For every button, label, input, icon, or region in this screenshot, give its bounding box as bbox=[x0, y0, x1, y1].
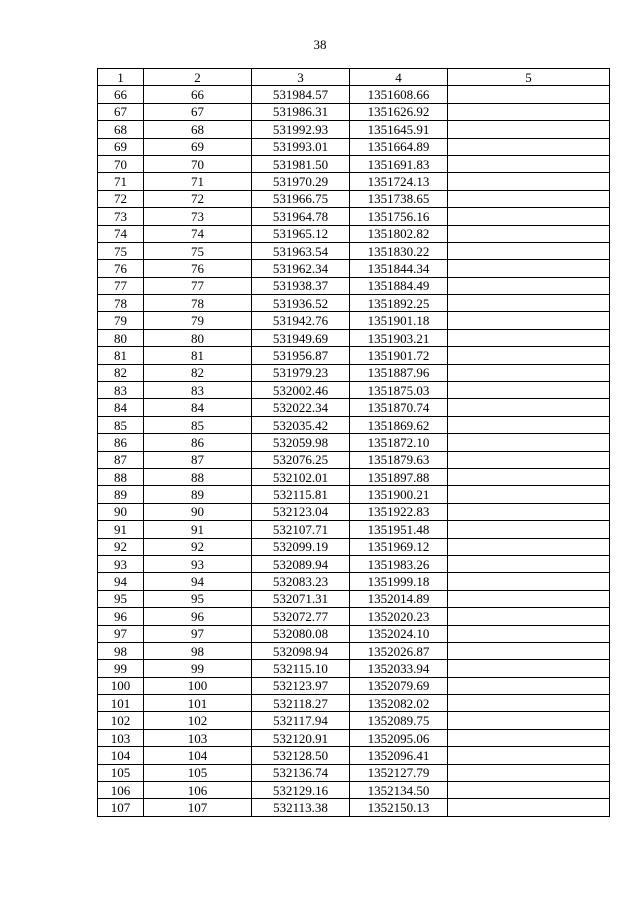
cell-index: 102 bbox=[144, 712, 252, 729]
table-row bbox=[98, 729, 610, 746]
cell-index: 92 bbox=[144, 538, 252, 555]
cell-point-number: 94 bbox=[98, 573, 144, 590]
cell-index: 79 bbox=[144, 312, 252, 329]
cell-note bbox=[448, 329, 610, 346]
table-row bbox=[98, 138, 610, 155]
cell-point-number: 69 bbox=[98, 138, 144, 155]
cell-note bbox=[448, 486, 610, 503]
table-row bbox=[98, 347, 610, 364]
cell-index: 74 bbox=[144, 225, 252, 242]
cell-x-coordinate: 531981.50 bbox=[252, 155, 350, 172]
cell-note bbox=[448, 695, 610, 712]
cell-x-coordinate: 531963.54 bbox=[252, 242, 350, 259]
table-row bbox=[98, 329, 610, 346]
cell-x-coordinate: 532118.27 bbox=[252, 695, 350, 712]
cell-index: 98 bbox=[144, 642, 252, 659]
cell-note bbox=[448, 555, 610, 572]
cell-point-number: 85 bbox=[98, 416, 144, 433]
cell-x-coordinate: 531956.87 bbox=[252, 347, 350, 364]
table-row bbox=[98, 590, 610, 607]
cell-index: 67 bbox=[144, 103, 252, 120]
cell-point-number: 103 bbox=[98, 729, 144, 746]
cell-index: 91 bbox=[144, 521, 252, 538]
cell-x-coordinate: 531942.76 bbox=[252, 312, 350, 329]
column-header-1: 1 bbox=[98, 69, 144, 86]
cell-y-coordinate: 1352150.13 bbox=[350, 799, 448, 816]
table-row bbox=[98, 521, 610, 538]
table-header-row bbox=[98, 69, 610, 86]
table-row bbox=[98, 677, 610, 694]
table-row bbox=[98, 747, 610, 764]
cell-point-number: 83 bbox=[98, 382, 144, 399]
cell-note bbox=[448, 399, 610, 416]
table-row bbox=[98, 364, 610, 381]
cell-note bbox=[448, 608, 610, 625]
cell-index: 97 bbox=[144, 625, 252, 642]
cell-y-coordinate: 1352020.23 bbox=[350, 608, 448, 625]
column-header-2: 2 bbox=[144, 69, 252, 86]
cell-x-coordinate: 531962.34 bbox=[252, 260, 350, 277]
cell-y-coordinate: 1351922.83 bbox=[350, 503, 448, 520]
cell-point-number: 87 bbox=[98, 451, 144, 468]
cell-point-number: 100 bbox=[98, 677, 144, 694]
cell-note bbox=[448, 347, 610, 364]
cell-y-coordinate: 1351897.88 bbox=[350, 468, 448, 485]
cell-x-coordinate: 531936.52 bbox=[252, 295, 350, 312]
cell-x-coordinate: 532136.74 bbox=[252, 764, 350, 781]
cell-y-coordinate: 1352079.69 bbox=[350, 677, 448, 694]
table-row bbox=[98, 660, 610, 677]
cell-point-number: 90 bbox=[98, 503, 144, 520]
cell-x-coordinate: 532115.10 bbox=[252, 660, 350, 677]
table-row bbox=[98, 573, 610, 590]
cell-note bbox=[448, 382, 610, 399]
cell-point-number: 96 bbox=[98, 608, 144, 625]
cell-note bbox=[448, 451, 610, 468]
cell-index: 83 bbox=[144, 382, 252, 399]
cell-point-number: 72 bbox=[98, 190, 144, 207]
table-row bbox=[98, 295, 610, 312]
cell-y-coordinate: 1352033.94 bbox=[350, 660, 448, 677]
table-row bbox=[98, 695, 610, 712]
table-row bbox=[98, 642, 610, 659]
cell-note bbox=[448, 590, 610, 607]
cell-point-number: 88 bbox=[98, 468, 144, 485]
cell-point-number: 98 bbox=[98, 642, 144, 659]
cell-x-coordinate: 531949.69 bbox=[252, 329, 350, 346]
cell-y-coordinate: 1351969.12 bbox=[350, 538, 448, 555]
cell-y-coordinate: 1352096.41 bbox=[350, 747, 448, 764]
cell-index: 86 bbox=[144, 434, 252, 451]
cell-index: 68 bbox=[144, 121, 252, 138]
cell-point-number: 79 bbox=[98, 312, 144, 329]
cell-y-coordinate: 1351951.48 bbox=[350, 521, 448, 538]
cell-note bbox=[448, 295, 610, 312]
cell-note bbox=[448, 103, 610, 120]
cell-note bbox=[448, 521, 610, 538]
cell-note bbox=[448, 677, 610, 694]
cell-y-coordinate: 1352127.79 bbox=[350, 764, 448, 781]
cell-point-number: 86 bbox=[98, 434, 144, 451]
cell-index: 71 bbox=[144, 173, 252, 190]
cell-index: 101 bbox=[144, 695, 252, 712]
cell-note bbox=[448, 121, 610, 138]
cell-note bbox=[448, 503, 610, 520]
cell-index: 81 bbox=[144, 347, 252, 364]
table-row bbox=[98, 86, 610, 103]
page-number: 38 bbox=[313, 37, 327, 52]
cell-y-coordinate: 1351887.96 bbox=[350, 364, 448, 381]
cell-point-number: 67 bbox=[98, 103, 144, 120]
table-row bbox=[98, 260, 610, 277]
cell-point-number: 107 bbox=[98, 799, 144, 816]
cell-point-number: 102 bbox=[98, 712, 144, 729]
cell-index: 104 bbox=[144, 747, 252, 764]
cell-y-coordinate: 1352134.50 bbox=[350, 782, 448, 799]
cell-point-number: 97 bbox=[98, 625, 144, 642]
cell-index: 80 bbox=[144, 329, 252, 346]
cell-x-coordinate: 532098.94 bbox=[252, 642, 350, 659]
cell-point-number: 92 bbox=[98, 538, 144, 555]
cell-x-coordinate: 531966.75 bbox=[252, 190, 350, 207]
cell-point-number: 84 bbox=[98, 399, 144, 416]
cell-point-number: 77 bbox=[98, 277, 144, 294]
cell-x-coordinate: 532115.81 bbox=[252, 486, 350, 503]
cell-index: 69 bbox=[144, 138, 252, 155]
cell-point-number: 101 bbox=[98, 695, 144, 712]
cell-index: 84 bbox=[144, 399, 252, 416]
cell-point-number: 78 bbox=[98, 295, 144, 312]
cell-x-coordinate: 532022.34 bbox=[252, 399, 350, 416]
cell-index: 103 bbox=[144, 729, 252, 746]
cell-y-coordinate: 1351901.72 bbox=[350, 347, 448, 364]
cell-y-coordinate: 1351983.26 bbox=[350, 555, 448, 572]
cell-y-coordinate: 1351738.65 bbox=[350, 190, 448, 207]
cell-y-coordinate: 1351903.21 bbox=[350, 329, 448, 346]
cell-point-number: 89 bbox=[98, 486, 144, 503]
table-row bbox=[98, 434, 610, 451]
cell-point-number: 68 bbox=[98, 121, 144, 138]
table-row bbox=[98, 242, 610, 259]
table-row bbox=[98, 173, 610, 190]
cell-index: 106 bbox=[144, 782, 252, 799]
table-row bbox=[98, 538, 610, 555]
cell-point-number: 91 bbox=[98, 521, 144, 538]
cell-note bbox=[448, 660, 610, 677]
cell-point-number: 95 bbox=[98, 590, 144, 607]
cell-index: 73 bbox=[144, 208, 252, 225]
table-row bbox=[98, 486, 610, 503]
table-row bbox=[98, 382, 610, 399]
cell-note bbox=[448, 225, 610, 242]
cell-y-coordinate: 1351724.13 bbox=[350, 173, 448, 190]
table-row bbox=[98, 451, 610, 468]
cell-note bbox=[448, 538, 610, 555]
cell-point-number: 75 bbox=[98, 242, 144, 259]
cell-point-number: 80 bbox=[98, 329, 144, 346]
cell-x-coordinate: 532071.31 bbox=[252, 590, 350, 607]
table-row bbox=[98, 103, 610, 120]
table-row bbox=[98, 155, 610, 172]
cell-y-coordinate: 1351830.22 bbox=[350, 242, 448, 259]
cell-x-coordinate: 532089.94 bbox=[252, 555, 350, 572]
cell-point-number: 73 bbox=[98, 208, 144, 225]
table-row bbox=[98, 190, 610, 207]
table-row bbox=[98, 799, 610, 816]
cell-index: 75 bbox=[144, 242, 252, 259]
table-row bbox=[98, 312, 610, 329]
cell-y-coordinate: 1352024.10 bbox=[350, 625, 448, 642]
cell-index: 66 bbox=[144, 86, 252, 103]
cell-note bbox=[448, 138, 610, 155]
cell-x-coordinate: 532117.94 bbox=[252, 712, 350, 729]
cell-y-coordinate: 1351901.18 bbox=[350, 312, 448, 329]
cell-y-coordinate: 1351645.91 bbox=[350, 121, 448, 138]
table-row bbox=[98, 468, 610, 485]
cell-x-coordinate: 531970.29 bbox=[252, 173, 350, 190]
cell-x-coordinate: 532072.77 bbox=[252, 608, 350, 625]
cell-point-number: 93 bbox=[98, 555, 144, 572]
cell-point-number: 106 bbox=[98, 782, 144, 799]
cell-point-number: 74 bbox=[98, 225, 144, 242]
column-header-5: 5 bbox=[448, 69, 610, 86]
cell-x-coordinate: 532107.71 bbox=[252, 521, 350, 538]
cell-y-coordinate: 1351664.89 bbox=[350, 138, 448, 155]
table-row bbox=[98, 764, 610, 781]
column-header-4: 4 bbox=[350, 69, 448, 86]
table-row bbox=[98, 225, 610, 242]
table-body bbox=[98, 86, 610, 816]
cell-note bbox=[448, 242, 610, 259]
cell-index: 70 bbox=[144, 155, 252, 172]
cell-y-coordinate: 1352026.87 bbox=[350, 642, 448, 659]
cell-note bbox=[448, 312, 610, 329]
cell-index: 77 bbox=[144, 277, 252, 294]
cell-y-coordinate: 1351900.21 bbox=[350, 486, 448, 503]
cell-note bbox=[448, 208, 610, 225]
cell-note bbox=[448, 625, 610, 642]
cell-note bbox=[448, 799, 610, 816]
cell-note bbox=[448, 782, 610, 799]
cell-x-coordinate: 531986.31 bbox=[252, 103, 350, 120]
cell-point-number: 105 bbox=[98, 764, 144, 781]
cell-x-coordinate: 531992.93 bbox=[252, 121, 350, 138]
table-row bbox=[98, 555, 610, 572]
table-row bbox=[98, 625, 610, 642]
cell-x-coordinate: 532129.16 bbox=[252, 782, 350, 799]
cell-x-coordinate: 532035.42 bbox=[252, 416, 350, 433]
cell-index: 87 bbox=[144, 451, 252, 468]
cell-y-coordinate: 1352014.89 bbox=[350, 590, 448, 607]
cell-note bbox=[448, 416, 610, 433]
cell-note bbox=[448, 764, 610, 781]
cell-index: 95 bbox=[144, 590, 252, 607]
cell-y-coordinate: 1351802.82 bbox=[350, 225, 448, 242]
cell-index: 89 bbox=[144, 486, 252, 503]
cell-x-coordinate: 532102.01 bbox=[252, 468, 350, 485]
cell-y-coordinate: 1352089.75 bbox=[350, 712, 448, 729]
cell-index: 72 bbox=[144, 190, 252, 207]
cell-index: 78 bbox=[144, 295, 252, 312]
cell-point-number: 81 bbox=[98, 347, 144, 364]
cell-point-number: 71 bbox=[98, 173, 144, 190]
cell-point-number: 66 bbox=[98, 86, 144, 103]
cell-x-coordinate: 532128.50 bbox=[252, 747, 350, 764]
cell-point-number: 76 bbox=[98, 260, 144, 277]
cell-x-coordinate: 531964.78 bbox=[252, 208, 350, 225]
cell-note bbox=[448, 155, 610, 172]
cell-x-coordinate: 532076.25 bbox=[252, 451, 350, 468]
cell-index: 100 bbox=[144, 677, 252, 694]
cell-index: 90 bbox=[144, 503, 252, 520]
cell-x-coordinate: 532123.04 bbox=[252, 503, 350, 520]
cell-y-coordinate: 1351626.92 bbox=[350, 103, 448, 120]
cell-x-coordinate: 532083.23 bbox=[252, 573, 350, 590]
table-row bbox=[98, 503, 610, 520]
cell-note bbox=[448, 260, 610, 277]
cell-x-coordinate: 532099.19 bbox=[252, 538, 350, 555]
cell-note bbox=[448, 434, 610, 451]
cell-x-coordinate: 532059.98 bbox=[252, 434, 350, 451]
cell-note bbox=[448, 86, 610, 103]
table-row bbox=[98, 712, 610, 729]
cell-y-coordinate: 1351869.62 bbox=[350, 416, 448, 433]
cell-y-coordinate: 1352082.02 bbox=[350, 695, 448, 712]
cell-index: 76 bbox=[144, 260, 252, 277]
cell-x-coordinate: 532080.08 bbox=[252, 625, 350, 642]
cell-note bbox=[448, 364, 610, 381]
cell-y-coordinate: 1351875.03 bbox=[350, 382, 448, 399]
cell-note bbox=[448, 573, 610, 590]
cell-note bbox=[448, 277, 610, 294]
cell-note bbox=[448, 747, 610, 764]
cell-index: 85 bbox=[144, 416, 252, 433]
cell-note bbox=[448, 173, 610, 190]
cell-index: 99 bbox=[144, 660, 252, 677]
cell-y-coordinate: 1351872.10 bbox=[350, 434, 448, 451]
table-row bbox=[98, 208, 610, 225]
cell-index: 88 bbox=[144, 468, 252, 485]
cell-x-coordinate: 531993.01 bbox=[252, 138, 350, 155]
cell-index: 93 bbox=[144, 555, 252, 572]
cell-y-coordinate: 1352095.06 bbox=[350, 729, 448, 746]
cell-y-coordinate: 1351870.74 bbox=[350, 399, 448, 416]
cell-y-coordinate: 1351892.25 bbox=[350, 295, 448, 312]
cell-y-coordinate: 1351756.16 bbox=[350, 208, 448, 225]
table-row bbox=[98, 399, 610, 416]
cell-y-coordinate: 1351999.18 bbox=[350, 573, 448, 590]
cell-x-coordinate: 532120.91 bbox=[252, 729, 350, 746]
cell-note bbox=[448, 468, 610, 485]
table-row bbox=[98, 416, 610, 433]
table-row bbox=[98, 608, 610, 625]
cell-note bbox=[448, 729, 610, 746]
cell-index: 96 bbox=[144, 608, 252, 625]
cell-point-number: 70 bbox=[98, 155, 144, 172]
cell-index: 107 bbox=[144, 799, 252, 816]
cell-y-coordinate: 1351691.83 bbox=[350, 155, 448, 172]
cell-x-coordinate: 531979.23 bbox=[252, 364, 350, 381]
cell-x-coordinate: 532113.38 bbox=[252, 799, 350, 816]
table-row bbox=[98, 277, 610, 294]
table-row bbox=[98, 121, 610, 138]
cell-note bbox=[448, 190, 610, 207]
cell-x-coordinate: 531938.37 bbox=[252, 277, 350, 294]
cell-y-coordinate: 1351844.34 bbox=[350, 260, 448, 277]
cell-x-coordinate: 532002.46 bbox=[252, 382, 350, 399]
cell-note bbox=[448, 642, 610, 659]
cell-x-coordinate: 531965.12 bbox=[252, 225, 350, 242]
cell-index: 82 bbox=[144, 364, 252, 381]
cell-x-coordinate: 532123.97 bbox=[252, 677, 350, 694]
cell-y-coordinate: 1351608.66 bbox=[350, 86, 448, 103]
cell-note bbox=[448, 712, 610, 729]
cell-index: 105 bbox=[144, 764, 252, 781]
cell-point-number: 82 bbox=[98, 364, 144, 381]
cell-point-number: 99 bbox=[98, 660, 144, 677]
coordinates-table bbox=[97, 68, 610, 817]
column-header-3: 3 bbox=[252, 69, 350, 86]
cell-point-number: 104 bbox=[98, 747, 144, 764]
cell-y-coordinate: 1351879.63 bbox=[350, 451, 448, 468]
cell-y-coordinate: 1351884.49 bbox=[350, 277, 448, 294]
cell-x-coordinate: 531984.57 bbox=[252, 86, 350, 103]
cell-index: 94 bbox=[144, 573, 252, 590]
table-row bbox=[98, 782, 610, 799]
